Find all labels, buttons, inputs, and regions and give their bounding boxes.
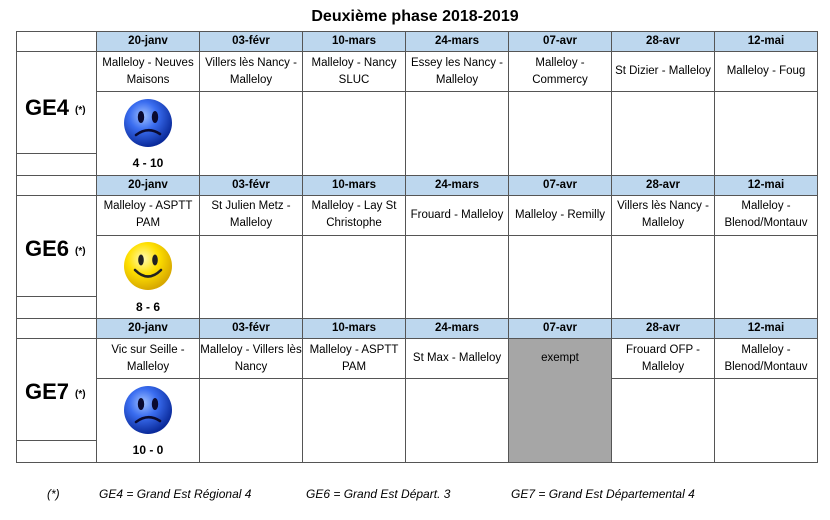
result-row	[17, 379, 818, 441]
team-score: 4 - 10	[97, 153, 200, 175]
date-header: 24-mars	[406, 32, 509, 52]
match-cell: St Julien Metz - Malleloy	[200, 195, 303, 235]
date-header: 12-mai	[715, 32, 818, 52]
match-cell: Malleloy - Commercy	[509, 52, 612, 92]
date-header: 12-mai	[715, 175, 818, 195]
result-cell	[303, 379, 406, 463]
result-cell	[612, 92, 715, 176]
match-cell: Malleloy - Neuves Maisons	[97, 52, 200, 92]
corner-cell	[17, 319, 97, 339]
match-cell: Vic sur Seille - Malleloy	[97, 339, 200, 379]
match-cell: Malleloy - Remilly	[509, 195, 612, 235]
match-cell: Malleloy - Lay St Christophe	[303, 195, 406, 235]
match-cell: Frouard OFP - Malleloy	[612, 339, 715, 379]
mood-cell	[97, 92, 200, 154]
matches-row	[17, 52, 818, 92]
empty-cell	[17, 440, 97, 462]
match-cell: Frouard - Malleloy	[406, 195, 509, 235]
date-header-row	[17, 175, 818, 195]
page-title: Deuxième phase 2018-2019	[311, 8, 519, 25]
date-header: 12-mai	[715, 319, 818, 339]
match-cell: Malleloy - ASPTT PAM	[97, 195, 200, 235]
date-header: 07-avr	[509, 32, 612, 52]
date-header: 28-avr	[612, 175, 715, 195]
matches-row	[17, 195, 818, 235]
team-score: 8 - 6	[97, 297, 200, 319]
result-cell	[612, 379, 715, 463]
team-footnote-marker: (*)	[75, 105, 86, 116]
match-cell: Malleloy - Foug	[715, 52, 818, 92]
team-score: 10 - 0	[97, 440, 200, 462]
result-cell	[715, 235, 818, 319]
match-cell: Villers lès Nancy - Malleloy	[612, 195, 715, 235]
match-cell: St Max - Malleloy	[406, 339, 509, 379]
date-header-row	[17, 32, 818, 52]
date-header: 03-févr	[200, 175, 303, 195]
match-cell: Malleloy - Nancy SLUC	[303, 52, 406, 92]
result-cell	[715, 92, 818, 176]
team-label	[17, 339, 97, 441]
date-header: 07-avr	[509, 319, 612, 339]
result-cell	[303, 235, 406, 319]
matches-row	[17, 339, 818, 379]
team-label	[17, 195, 97, 297]
date-header: 28-avr	[612, 32, 715, 52]
result-cell	[406, 379, 509, 463]
mood-cell	[97, 379, 200, 441]
corner-cell	[17, 32, 97, 52]
empty-cell	[17, 153, 97, 175]
team-label	[17, 52, 97, 154]
team-name: GE4	[25, 95, 70, 120]
date-header: 03-févr	[200, 319, 303, 339]
match-cell: Malleloy - Blenod/Montauv	[715, 195, 818, 235]
exempt-cell: exempt	[509, 339, 612, 463]
result-cell	[406, 92, 509, 176]
result-cell	[509, 235, 612, 319]
legend-ge4: GE4 = Grand Est Régional 4	[99, 487, 252, 501]
date-header: 20-janv	[97, 32, 200, 52]
result-cell	[200, 379, 303, 463]
sad-face-icon	[97, 384, 199, 436]
date-header: 28-avr	[612, 319, 715, 339]
match-cell: Malleloy - ASPTT PAM	[303, 339, 406, 379]
result-cell	[303, 92, 406, 176]
team-footnote-marker: (*)	[75, 245, 86, 257]
date-header: 10-mars	[303, 175, 406, 195]
date-header: 24-mars	[406, 175, 509, 195]
date-header: 07-avr	[509, 175, 612, 195]
match-cell: Villers lès Nancy - Malleloy	[200, 52, 303, 92]
happy-face-icon	[97, 240, 199, 292]
date-header: 10-mars	[303, 319, 406, 339]
match-cell: St Dizier - Malleloy	[612, 52, 715, 92]
legend-marker: (*)	[47, 487, 60, 501]
result-cell	[509, 92, 612, 176]
result-row	[17, 92, 818, 154]
result-cell	[200, 92, 303, 176]
match-cell: Malleloy - Blenod/Montauv	[715, 339, 818, 379]
empty-cell	[17, 297, 97, 319]
legend-ge6: GE6 = Grand Est Départ. 3	[306, 487, 451, 501]
date-header-row	[17, 319, 818, 339]
date-header: 10-mars	[303, 32, 406, 52]
sad-face-icon	[97, 97, 199, 149]
corner-cell	[17, 175, 97, 195]
result-cell	[200, 235, 303, 319]
result-cell	[406, 235, 509, 319]
result-cell	[715, 379, 818, 463]
team-name: GE7	[25, 379, 70, 404]
mood-cell	[97, 235, 200, 297]
date-header: 20-janv	[97, 175, 200, 195]
date-header: 20-janv	[97, 319, 200, 339]
date-header: 03-févr	[200, 32, 303, 52]
result-cell	[612, 235, 715, 319]
team-name: GE6	[25, 235, 70, 261]
date-header: 24-mars	[406, 319, 509, 339]
team-footnote-marker: (*)	[75, 389, 86, 400]
legend-ge7: GE7 = Grand Est Départemental 4	[511, 487, 695, 501]
result-row	[17, 235, 818, 297]
schedule-table	[16, 31, 818, 463]
match-cell: Essey les Nancy - Malleloy	[406, 52, 509, 92]
match-cell: Malleloy - Villers lès Nancy	[200, 339, 303, 379]
